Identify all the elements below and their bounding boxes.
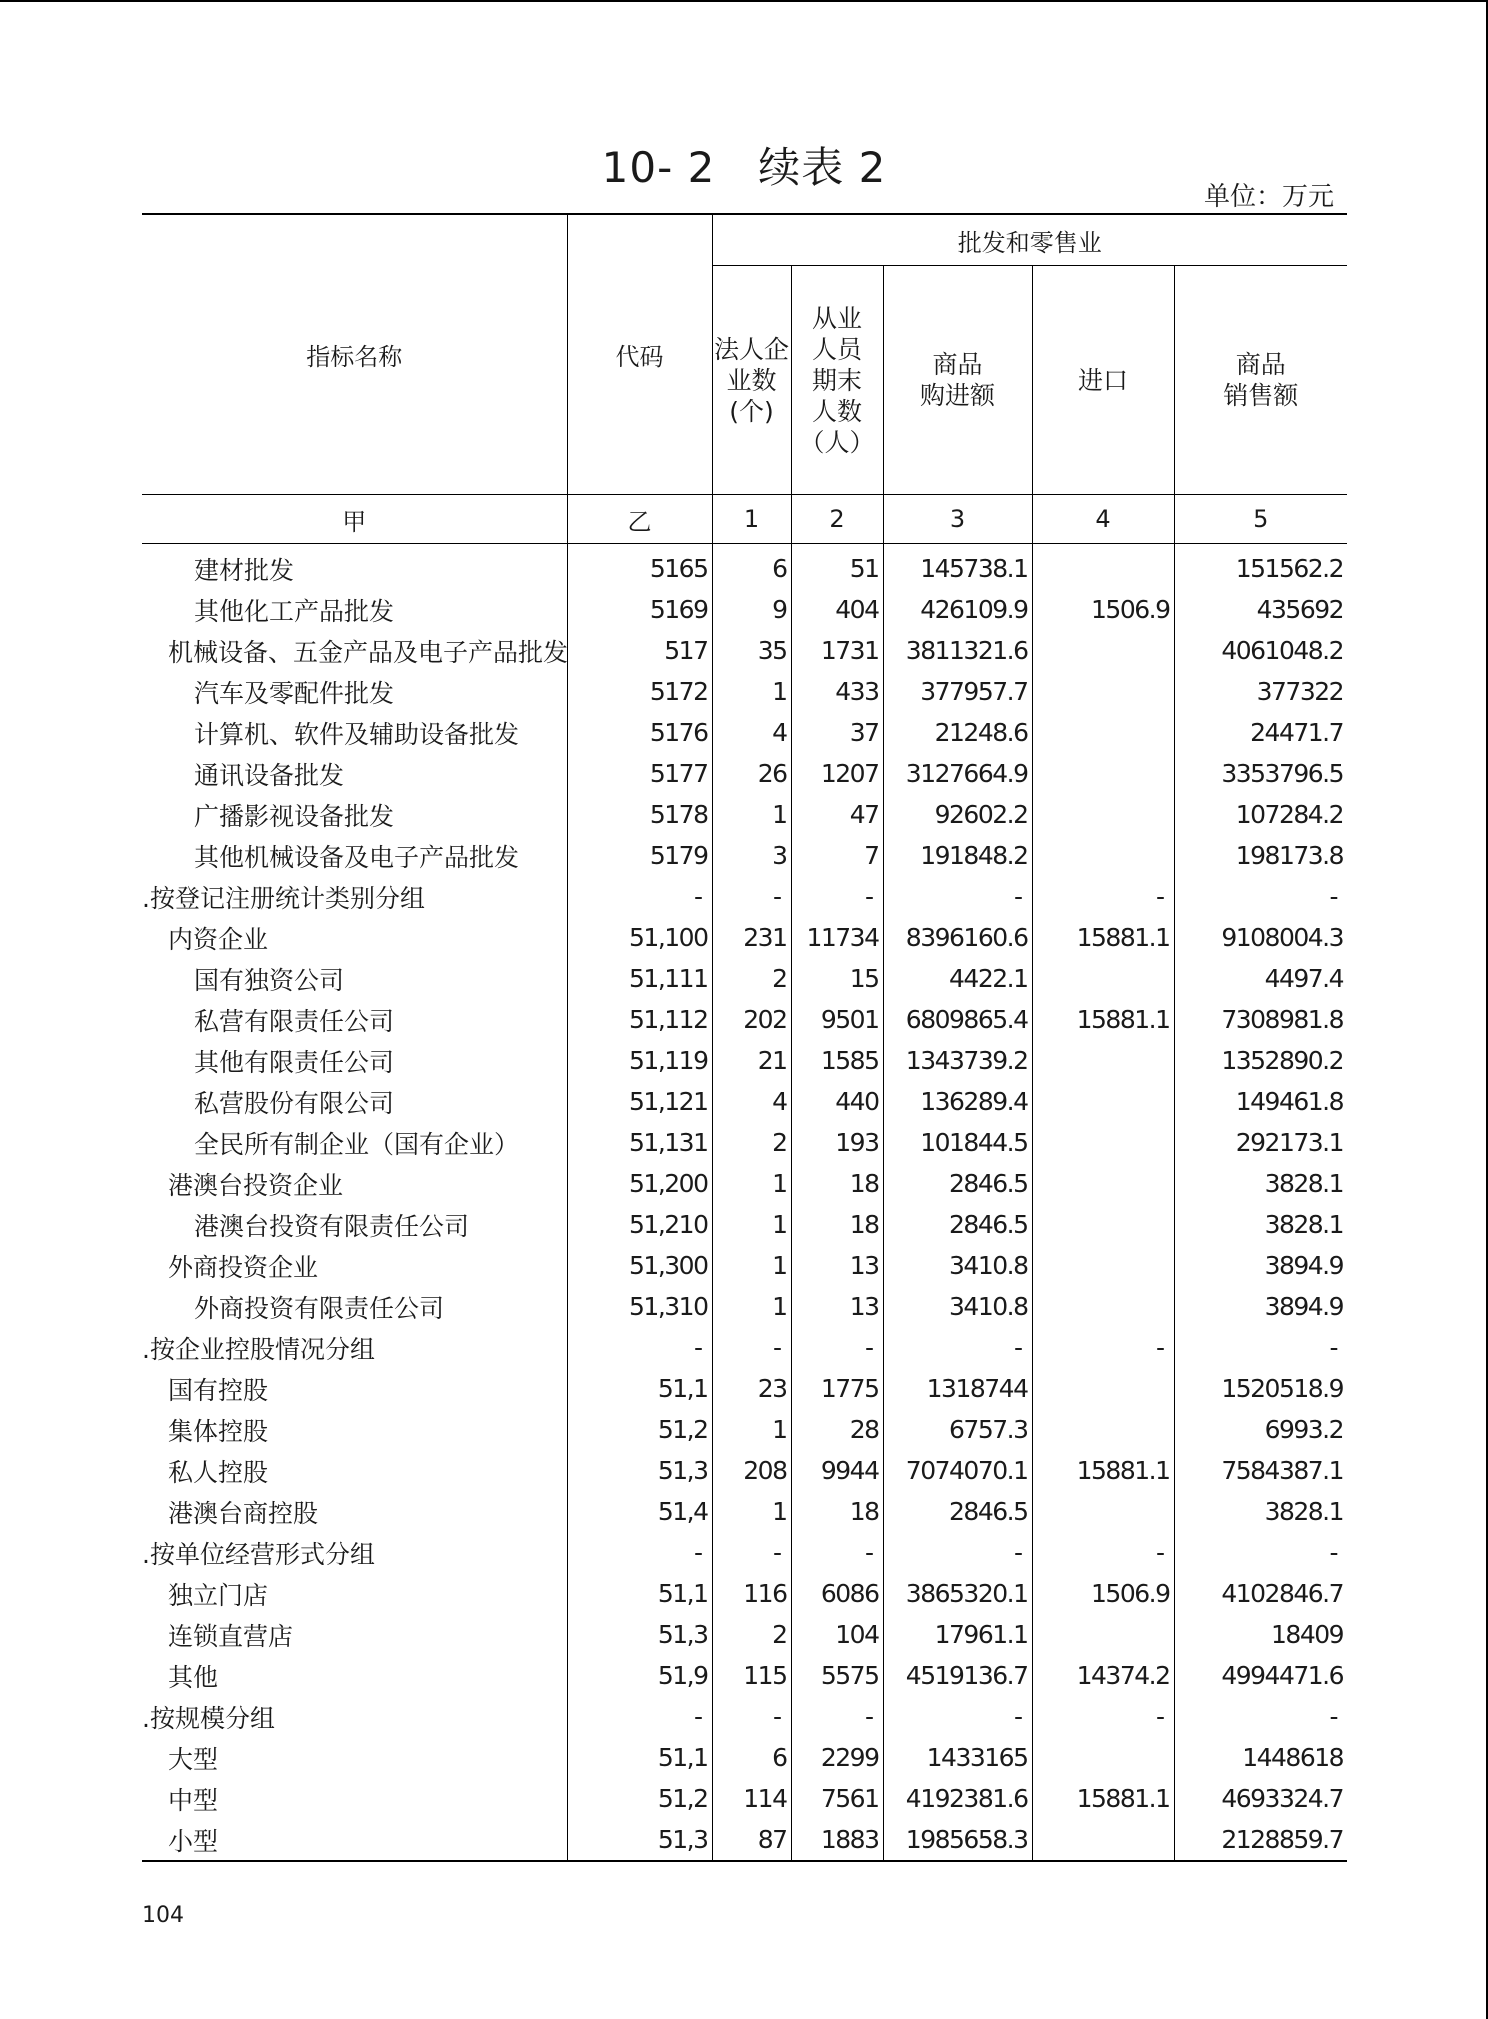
row-code: 51,111 <box>567 958 712 999</box>
row-name: 连锁直营店 <box>168 1621 294 1651</box>
table-row <box>142 1081 1347 1122</box>
table-row <box>142 1245 1347 1286</box>
row-name: 外商投资有限责任公司 <box>194 1293 445 1323</box>
table-row <box>142 712 1347 753</box>
table-row <box>142 753 1347 794</box>
row-imports <box>1032 1614 1174 1655</box>
row-purchases: - <box>883 1327 1032 1368</box>
row-name: 私营有限责任公司 <box>194 1006 395 1036</box>
row-legal-entities: 2 <box>712 958 791 999</box>
row-purchases: 101844.5 <box>883 1122 1032 1163</box>
row-sales: 149461.8 <box>1174 1081 1347 1122</box>
row-code: 51,3 <box>567 1614 712 1655</box>
row-legal-entities: 231 <box>712 917 791 958</box>
row-employees: 13 <box>791 1245 883 1286</box>
row-employees: 51 <box>791 544 883 590</box>
row-code: 51,2 <box>567 1409 712 1450</box>
row-name: 内资企业 <box>168 924 269 954</box>
row-sales: 7584387.1 <box>1174 1450 1347 1491</box>
row-employees: 1775 <box>791 1368 883 1409</box>
table-row <box>142 1204 1347 1245</box>
row-imports <box>1032 1081 1174 1122</box>
row-imports: 15881.1 <box>1032 1778 1174 1819</box>
row-employees: 11734 <box>791 917 883 958</box>
row-imports <box>1032 835 1174 876</box>
page-title: 10- 2 续表 2 <box>601 143 887 192</box>
row-code: 51,4 <box>567 1491 712 1532</box>
row-purchases: 191848.2 <box>883 835 1032 876</box>
row-legal-entities: - <box>712 876 791 917</box>
row-purchases: 3811321.6 <box>883 630 1032 671</box>
row-imports: 15881.1 <box>1032 1450 1174 1491</box>
row-purchases: 4192381.6 <box>883 1778 1032 1819</box>
row-employees: 1883 <box>791 1819 883 1861</box>
table-row <box>142 958 1347 999</box>
row-imports <box>1032 1163 1174 1204</box>
row-legal-entities: 2 <box>712 1614 791 1655</box>
index-name: 甲 <box>142 495 567 544</box>
row-sales: 4994471.6 <box>1174 1655 1347 1696</box>
row-sales: 1352890.2 <box>1174 1040 1347 1081</box>
table-row <box>142 1737 1347 1778</box>
row-sales: - <box>1174 1696 1347 1737</box>
table-row <box>142 1409 1347 1450</box>
statistics-table <box>142 213 1347 1862</box>
row-legal-entities: 202 <box>712 999 791 1040</box>
row-legal-entities: - <box>712 1696 791 1737</box>
row-sales: 4497.4 <box>1174 958 1347 999</box>
row-purchases: - <box>883 876 1032 917</box>
row-employees: 104 <box>791 1614 883 1655</box>
row-imports: - <box>1032 1327 1174 1368</box>
row-code: 5177 <box>567 753 712 794</box>
row-code: 51,2 <box>567 1778 712 1819</box>
row-purchases: - <box>883 1696 1032 1737</box>
table-row <box>142 1450 1347 1491</box>
row-name: 私人控股 <box>168 1457 269 1487</box>
row-employees: 9944 <box>791 1450 883 1491</box>
table-row <box>142 999 1347 1040</box>
row-legal-entities: 1 <box>712 1163 791 1204</box>
row-code: 5178 <box>567 794 712 835</box>
row-employees: 47 <box>791 794 883 835</box>
row-employees: - <box>791 1327 883 1368</box>
row-purchases: 426109.9 <box>883 589 1032 630</box>
row-purchases: 3410.8 <box>883 1286 1032 1327</box>
row-sales: 6993.2 <box>1174 1409 1347 1450</box>
row-imports <box>1032 1245 1174 1286</box>
row-imports <box>1032 1491 1174 1532</box>
table-row <box>142 794 1347 835</box>
header-code: 代码 <box>567 214 712 495</box>
row-imports: 14374.2 <box>1032 1655 1174 1696</box>
row-purchases: 6757.3 <box>883 1409 1032 1450</box>
row-sales: 4693324.7 <box>1174 1778 1347 1819</box>
row-legal-entities: 1 <box>712 1491 791 1532</box>
row-purchases: 1343739.2 <box>883 1040 1032 1081</box>
row-name: 通讯设备批发 <box>194 760 345 790</box>
header-legal-entities <box>712 266 791 495</box>
row-employees: 6086 <box>791 1573 883 1614</box>
row-sales: 4061048.2 <box>1174 630 1347 671</box>
row-sales: 3828.1 <box>1174 1163 1347 1204</box>
row-name: 全民所有制企业（国有企业） <box>194 1129 520 1159</box>
row-name: 私营股份有限公司 <box>194 1088 395 1118</box>
row-sales: 3894.9 <box>1174 1286 1347 1327</box>
row-sales: 292173.1 <box>1174 1122 1347 1163</box>
row-sales: - <box>1174 876 1347 917</box>
header-c4-lines: 进口 <box>1077 365 1128 395</box>
unit-label: 单位：万元 <box>1204 182 1335 212</box>
row-name: 大型 <box>168 1744 219 1774</box>
row-employees: 7561 <box>791 1778 883 1819</box>
row-legal-entities: 9 <box>712 589 791 630</box>
row-sales: 3828.1 <box>1174 1204 1347 1245</box>
row-imports: 15881.1 <box>1032 999 1174 1040</box>
row-purchases: - <box>883 1532 1032 1573</box>
row-legal-entities: 87 <box>712 1819 791 1861</box>
row-code: - <box>567 876 712 917</box>
row-imports <box>1032 1368 1174 1409</box>
row-employees: 9501 <box>791 999 883 1040</box>
row-sales: 377322 <box>1174 671 1347 712</box>
row-name: 外商投资企业 <box>168 1252 319 1282</box>
row-code: 51,131 <box>567 1122 712 1163</box>
table-row <box>142 1491 1347 1532</box>
table-row <box>142 1327 1347 1368</box>
row-employees: - <box>791 1532 883 1573</box>
row-imports <box>1032 753 1174 794</box>
row-purchases: 145738.1 <box>883 544 1032 590</box>
row-sales: 4102846.7 <box>1174 1573 1347 1614</box>
table-row <box>142 1286 1347 1327</box>
row-legal-entities: 1 <box>712 1409 791 1450</box>
row-code: 5172 <box>567 671 712 712</box>
table-row <box>142 589 1347 630</box>
header-name: 指标名称 <box>306 343 403 371</box>
row-code: 51,1 <box>567 1737 712 1778</box>
row-name: 其他化工产品批发 <box>194 596 395 626</box>
row-employees: 18 <box>791 1491 883 1532</box>
row-imports: - <box>1032 1532 1174 1573</box>
row-purchases: 2846.5 <box>883 1204 1032 1245</box>
header-c5-lines: 商品 销售额 <box>1223 350 1299 410</box>
row-name: 国有控股 <box>168 1375 269 1405</box>
table-row <box>142 671 1347 712</box>
row-imports <box>1032 1409 1174 1450</box>
row-name: 独立门店 <box>168 1580 269 1610</box>
row-code: 51,3 <box>567 1819 712 1861</box>
row-legal-entities: 1 <box>712 1245 791 1286</box>
row-legal-entities: 1 <box>712 1204 791 1245</box>
row-purchases: 1985658.3 <box>883 1819 1032 1861</box>
page-top-border <box>0 0 1488 2</box>
row-code: 51,310 <box>567 1286 712 1327</box>
row-purchases: 3127664.9 <box>883 753 1032 794</box>
row-employees: 2299 <box>791 1737 883 1778</box>
table-row <box>142 1532 1347 1573</box>
row-legal-entities: 116 <box>712 1573 791 1614</box>
row-employees: 1207 <box>791 753 883 794</box>
header-c3-lines: 商品 购进额 <box>919 350 995 410</box>
row-code: 5169 <box>567 589 712 630</box>
row-legal-entities: 208 <box>712 1450 791 1491</box>
row-purchases: 17961.1 <box>883 1614 1032 1655</box>
row-purchases: 3865320.1 <box>883 1573 1032 1614</box>
row-code: 51,119 <box>567 1040 712 1081</box>
table-row <box>142 1778 1347 1819</box>
row-purchases: 6809865.4 <box>883 999 1032 1040</box>
row-purchases: 8396160.6 <box>883 917 1032 958</box>
row-legal-entities: 1 <box>712 671 791 712</box>
row-name: .按单位经营形式分组 <box>142 1539 375 1569</box>
row-employees: 18 <box>791 1163 883 1204</box>
row-employees: 433 <box>791 671 883 712</box>
row-employees: 193 <box>791 1122 883 1163</box>
row-employees: 5575 <box>791 1655 883 1696</box>
row-imports <box>1032 1737 1174 1778</box>
row-purchases: 2846.5 <box>883 1163 1032 1204</box>
table-row <box>142 630 1347 671</box>
header-imports <box>1032 266 1174 495</box>
row-name: 港澳台投资企业 <box>168 1170 344 1200</box>
table-row <box>142 1573 1347 1614</box>
row-name: 汽车及零配件批发 <box>194 678 395 708</box>
table-row <box>142 1163 1347 1204</box>
row-purchases: 136289.4 <box>883 1081 1032 1122</box>
row-name: 国有独资公司 <box>194 965 345 995</box>
row-code: - <box>567 1327 712 1368</box>
row-sales: 107284.2 <box>1174 794 1347 835</box>
table-body <box>142 544 1347 1862</box>
row-code: 51,1 <box>567 1573 712 1614</box>
row-employees: 404 <box>791 589 883 630</box>
table-row <box>142 1122 1347 1163</box>
row-imports: - <box>1032 876 1174 917</box>
row-name: 其他机械设备及电子产品批发 <box>194 842 520 872</box>
row-code: 51,200 <box>567 1163 712 1204</box>
row-purchases: 2846.5 <box>883 1491 1032 1532</box>
row-code: 5179 <box>567 835 712 876</box>
row-imports <box>1032 712 1174 753</box>
header-employees <box>791 266 883 495</box>
row-sales: 7308981.8 <box>1174 999 1347 1040</box>
row-sales: 3353796.5 <box>1174 753 1347 794</box>
header-c2-lines: 从业 人员 期末 人数 （人） <box>799 303 875 457</box>
row-code: - <box>567 1696 712 1737</box>
table-row <box>142 544 1347 590</box>
row-purchases: 1318744 <box>883 1368 1032 1409</box>
row-legal-entities: 23 <box>712 1368 791 1409</box>
row-name: 小型 <box>168 1826 219 1856</box>
row-sales: 3894.9 <box>1174 1245 1347 1286</box>
row-purchases: 4519136.7 <box>883 1655 1032 1696</box>
index-c5: 5 <box>1174 495 1347 544</box>
row-imports: 15881.1 <box>1032 917 1174 958</box>
row-sales: - <box>1174 1327 1347 1368</box>
table-row <box>142 1368 1347 1409</box>
row-sales: - <box>1174 1532 1347 1573</box>
table-row <box>142 835 1347 876</box>
row-code: 5165 <box>567 544 712 590</box>
row-code: 51,300 <box>567 1245 712 1286</box>
table-row <box>142 1655 1347 1696</box>
row-name: 港澳台商控股 <box>168 1498 319 1528</box>
row-name: 机械设备、五金产品及电子产品批发 <box>168 637 569 667</box>
row-purchases: 21248.6 <box>883 712 1032 753</box>
row-name: 其他有限责任公司 <box>194 1047 395 1077</box>
row-imports <box>1032 1286 1174 1327</box>
row-code: 51,9 <box>567 1655 712 1696</box>
row-legal-entities: 4 <box>712 1081 791 1122</box>
row-employees: 28 <box>791 1409 883 1450</box>
row-legal-entities: 35 <box>712 630 791 671</box>
row-code: 51,3 <box>567 1450 712 1491</box>
row-code: 51,1 <box>567 1368 712 1409</box>
row-sales: 9108004.3 <box>1174 917 1347 958</box>
row-imports <box>1032 1204 1174 1245</box>
row-name: 港澳台投资有限责任公司 <box>194 1211 470 1241</box>
row-name: .按规模分组 <box>142 1703 275 1733</box>
row-legal-entities: 114 <box>712 1778 791 1819</box>
row-employees: 7 <box>791 835 883 876</box>
row-imports: 1506.9 <box>1032 1573 1174 1614</box>
table-row <box>142 1614 1347 1655</box>
page-number: 104 <box>142 1903 184 1928</box>
row-imports: 1506.9 <box>1032 589 1174 630</box>
row-sales: 2128859.7 <box>1174 1819 1347 1861</box>
row-employees: 440 <box>791 1081 883 1122</box>
row-sales: 1448618 <box>1174 1737 1347 1778</box>
row-code: - <box>567 1532 712 1573</box>
row-code: 517 <box>567 630 712 671</box>
row-code: 51,121 <box>567 1081 712 1122</box>
row-imports <box>1032 544 1174 590</box>
header-group-wholesale-retail: 批发和零售业 <box>712 214 1347 266</box>
row-legal-entities: 26 <box>712 753 791 794</box>
table-row <box>142 1696 1347 1737</box>
row-sales: 151562.2 <box>1174 544 1347 590</box>
row-employees: - <box>791 876 883 917</box>
row-employees: 1585 <box>791 1040 883 1081</box>
row-code: 51,210 <box>567 1204 712 1245</box>
row-imports <box>1032 630 1174 671</box>
row-legal-entities: 6 <box>712 1737 791 1778</box>
header-purchases <box>883 266 1032 495</box>
row-code: 51,100 <box>567 917 712 958</box>
row-sales: 435692 <box>1174 589 1347 630</box>
index-code: 乙 <box>567 495 712 544</box>
row-purchases: 3410.8 <box>883 1245 1032 1286</box>
row-name: 中型 <box>168 1785 219 1815</box>
row-name: 其他 <box>168 1662 219 1692</box>
row-employees: 13 <box>791 1286 883 1327</box>
row-legal-entities: - <box>712 1327 791 1368</box>
row-code: 5176 <box>567 712 712 753</box>
row-purchases: 377957.7 <box>883 671 1032 712</box>
table-row <box>142 917 1347 958</box>
header-sales <box>1174 266 1347 495</box>
row-purchases: 4422.1 <box>883 958 1032 999</box>
row-imports <box>1032 671 1174 712</box>
row-name: 集体控股 <box>168 1416 269 1446</box>
row-legal-entities: 115 <box>712 1655 791 1696</box>
row-legal-entities: 21 <box>712 1040 791 1081</box>
index-c1: 1 <box>712 495 791 544</box>
row-imports <box>1032 1040 1174 1081</box>
row-imports <box>1032 794 1174 835</box>
table-row <box>142 1040 1347 1081</box>
row-imports <box>1032 1819 1174 1861</box>
row-imports <box>1032 1122 1174 1163</box>
row-legal-entities: - <box>712 1532 791 1573</box>
index-c2: 2 <box>791 495 883 544</box>
row-purchases: 92602.2 <box>883 794 1032 835</box>
row-employees: 15 <box>791 958 883 999</box>
index-c3: 3 <box>883 495 1032 544</box>
row-sales: 1520518.9 <box>1174 1368 1347 1409</box>
row-employees: 37 <box>791 712 883 753</box>
row-sales: 3828.1 <box>1174 1491 1347 1532</box>
row-sales: 18409 <box>1174 1614 1347 1655</box>
row-purchases: 7074070.1 <box>883 1450 1032 1491</box>
row-code: 51,112 <box>567 999 712 1040</box>
index-c4: 4 <box>1032 495 1174 544</box>
row-purchases: 1433165 <box>883 1737 1032 1778</box>
row-imports: - <box>1032 1696 1174 1737</box>
row-employees: 18 <box>791 1204 883 1245</box>
column-index-row <box>142 495 1347 544</box>
row-name: 广播影视设备批发 <box>194 801 395 831</box>
row-legal-entities: 4 <box>712 712 791 753</box>
table-row <box>142 876 1347 917</box>
row-legal-entities: 1 <box>712 1286 791 1327</box>
table-row <box>142 1819 1347 1861</box>
row-imports <box>1032 958 1174 999</box>
row-name: 建材批发 <box>194 555 295 585</box>
row-employees: - <box>791 1696 883 1737</box>
row-sales: 198173.8 <box>1174 835 1347 876</box>
row-name: .按登记注册统计类别分组 <box>142 883 425 913</box>
row-legal-entities: 1 <box>712 794 791 835</box>
row-employees: 1731 <box>791 630 883 671</box>
row-name: 计算机、软件及辅助设备批发 <box>194 719 520 749</box>
row-legal-entities: 2 <box>712 1122 791 1163</box>
row-legal-entities: 3 <box>712 835 791 876</box>
row-legal-entities: 6 <box>712 544 791 590</box>
header-c1-lines: 法人企 业数 (个) <box>713 334 789 426</box>
row-sales: 24471.7 <box>1174 712 1347 753</box>
row-name: .按企业控股情况分组 <box>142 1334 375 1364</box>
